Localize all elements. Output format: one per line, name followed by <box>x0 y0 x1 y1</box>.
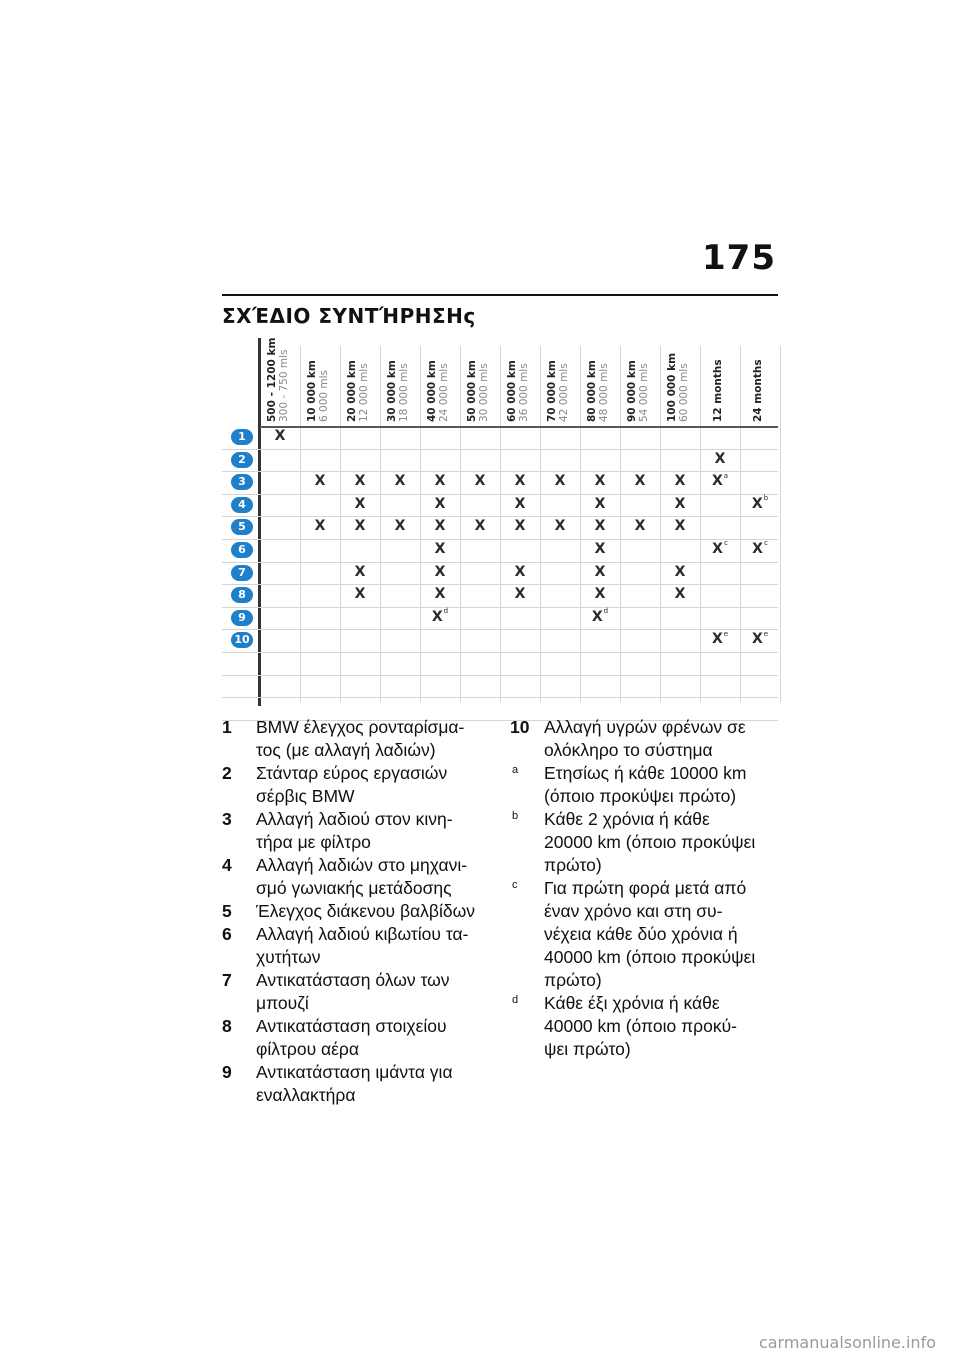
maintenance-mark: X <box>634 518 646 535</box>
legend-number: d <box>512 994 519 1006</box>
grid-hline <box>222 629 778 630</box>
header-rule <box>222 294 778 296</box>
legend-text-line: πρώτο) <box>544 970 602 990</box>
column-header-text <box>506 340 530 422</box>
column-km: 30 000 km <box>386 360 398 422</box>
grid-vline <box>258 338 261 706</box>
maintenance-mark: X <box>514 495 526 512</box>
column-km: 10 000 km <box>306 360 318 422</box>
column-km: 80 000 km <box>586 360 598 422</box>
legend-text-line: φίλτρου αέρα <box>256 1039 360 1059</box>
legend-number: c <box>512 879 518 891</box>
footnote-ref: c <box>763 539 768 548</box>
grid-hline <box>222 675 778 676</box>
footnote-ref: e <box>723 629 729 638</box>
maintenance-mark: X <box>594 586 606 603</box>
legend-number: 3 <box>222 809 232 829</box>
column-mls: 6 000 mls <box>318 369 330 422</box>
grid-hline <box>222 697 778 698</box>
column-header <box>266 337 290 422</box>
legend-item <box>222 923 492 969</box>
column-header-text <box>546 340 570 422</box>
column-header <box>586 340 610 422</box>
maintenance-mark: X <box>594 563 606 580</box>
maintenance-mark: X <box>674 495 686 512</box>
grid-hline <box>222 449 778 450</box>
legend-text-line: ψει πρώτο) <box>544 1039 631 1059</box>
legend-text-line: Κάθε έξι χρόνια ή κάθε <box>544 993 720 1013</box>
legend-number: 10 <box>510 717 530 737</box>
column-header <box>426 340 450 422</box>
maintenance-mark: $X^c$ <box>752 539 768 557</box>
legend-text-line: πρώτο) <box>544 855 602 875</box>
row-number-badge: 2 <box>231 452 253 468</box>
legend-number: 1 <box>222 717 232 737</box>
legend-item <box>222 1061 492 1107</box>
row-number-badge: 4 <box>231 497 253 513</box>
maintenance-mark: X <box>434 541 446 557</box>
column-header <box>706 340 730 422</box>
maintenance-mark: X <box>674 473 686 490</box>
column-km: 20 000 km <box>346 360 358 422</box>
column-header <box>666 340 690 422</box>
legend-text-line: Ετησίως ή κάθε 10000 km <box>544 763 747 783</box>
maintenance-mark: X <box>434 473 446 490</box>
legend-number: b <box>512 810 519 822</box>
maintenance-mark: X <box>354 586 366 603</box>
column-km: 24 months <box>752 359 764 422</box>
maintenance-mark: X <box>554 518 566 535</box>
maintenance-mark: X <box>674 563 686 580</box>
footnote-ref: e <box>763 629 769 638</box>
footnote-ref: d <box>603 607 609 616</box>
maintenance-mark: X <box>314 518 326 535</box>
column-header-text <box>346 340 370 422</box>
legend-text-line: τήρα με φίλτρο <box>256 832 371 852</box>
grid-hline <box>222 516 778 517</box>
column-header <box>306 340 330 422</box>
maintenance-mark: X <box>354 473 366 490</box>
legend-text-line: Κάθε 2 χρόνια ή κάθε <box>544 809 710 829</box>
legend-text-line: σμό γωνιακής μετάδοσης <box>256 878 452 898</box>
legend-item <box>222 854 492 900</box>
legend-item <box>222 762 492 808</box>
legend-text-line: Αντικατάσταση ιμάντα για <box>256 1062 453 1082</box>
column-mls: 12 000 mls <box>358 363 370 422</box>
legend-text-line: χυτήτων <box>256 947 321 967</box>
maintenance-mark: $X^d$ <box>591 607 609 625</box>
grid-hline <box>222 562 778 563</box>
legend-text-line: νέχεια κάθε δύο χρόνια ή <box>544 924 738 944</box>
maintenance-mark: X <box>434 563 446 580</box>
page-number: 175 <box>702 238 776 278</box>
maintenance-table <box>222 338 778 706</box>
row-number-badge: 3 <box>231 474 253 490</box>
legend-text-line: Αντικατάσταση όλων των <box>256 970 450 990</box>
legend-number: 7 <box>222 970 232 990</box>
legend-text-line: Στάνταρ εύρος εργασιών <box>256 763 448 783</box>
maintenance-mark: X <box>354 563 366 580</box>
legend-number: 6 <box>222 924 232 944</box>
maintenance-mark: Xe <box>711 629 729 648</box>
legend-number: 4 <box>222 855 232 875</box>
footnote-ref: c <box>723 539 728 548</box>
row-number-badge: 1 <box>231 429 253 445</box>
legend-text-line: σέρβις BMW <box>256 786 355 806</box>
footer-watermark: carmanualsonline.info <box>758 1333 936 1352</box>
section-title: ΣΧΈΔΙΟ ΣΥΝΤΉΡΗΣΗς <box>222 304 476 328</box>
maintenance-mark: X <box>474 473 486 490</box>
column-header-text <box>266 337 290 422</box>
grid-hline <box>222 539 778 540</box>
column-header-text <box>706 340 730 422</box>
grid-hline <box>222 494 778 495</box>
maintenance-mark: X <box>434 495 446 512</box>
row-number-badge: 7 <box>231 565 253 581</box>
legend-number: 8 <box>222 1016 232 1036</box>
legend-text-line: Αντικατάσταση στοιχείου <box>256 1016 447 1036</box>
column-km: 500 - 1200 km <box>266 337 278 422</box>
legend-number: 2 <box>222 763 232 783</box>
legend-right <box>510 716 780 1061</box>
maintenance-mark: X <box>354 518 366 535</box>
legend-number: a <box>512 764 519 776</box>
column-mls: 36 000 mls <box>518 363 530 422</box>
maintenance-mark: X <box>594 473 606 490</box>
grid-hline <box>222 471 778 472</box>
footnote-ref: d <box>443 607 449 616</box>
legend-item <box>222 969 492 1015</box>
maintenance-mark: X <box>314 473 326 490</box>
maintenance-mark: $X^a$ <box>711 471 729 490</box>
legend-text-line: Αλλαγή λαδιού κιβωτίου τα- <box>256 924 469 944</box>
maintenance-mark: $X^b$ <box>751 494 769 512</box>
column-km: 70 000 km <box>546 360 558 422</box>
column-mls: 48 000 mls <box>598 363 610 422</box>
maintenance-mark: Xe <box>751 629 769 648</box>
column-header-text <box>306 340 330 422</box>
row-number-badge: 5 <box>231 519 253 535</box>
maintenance-mark: X <box>434 518 446 535</box>
legend-item <box>510 762 780 808</box>
maintenance-mark: X <box>554 473 566 490</box>
maintenance-mark: X <box>594 495 606 512</box>
column-mls: 24 000 mls <box>438 363 450 422</box>
column-header <box>346 340 370 422</box>
column-header <box>746 340 770 422</box>
row-number-badge: 10 <box>231 632 253 648</box>
maintenance-mark: X <box>514 563 526 580</box>
row-number-badge: 8 <box>231 587 253 603</box>
legend-item <box>222 1015 492 1061</box>
legend-text-line: εναλλακτήρα <box>256 1085 356 1105</box>
footnote-ref: a <box>723 471 729 480</box>
maintenance-mark: $X^c$ <box>712 539 728 557</box>
maintenance-mark: X <box>274 428 286 444</box>
maintenance-mark: X <box>354 495 366 512</box>
maintenance-mark: X <box>394 473 406 490</box>
maintenance-mark: X <box>474 518 486 535</box>
maintenance-mark: X <box>514 586 526 603</box>
legend-item <box>510 992 780 1061</box>
legend-text-line: 40000 km (όποιο προκύ- <box>544 1016 737 1036</box>
maintenance-mark: X <box>594 518 606 535</box>
legend-number: 5 <box>222 901 232 921</box>
maintenance-mark: X <box>674 586 686 603</box>
column-header <box>546 340 570 422</box>
column-mls: 18 000 mls <box>398 363 410 422</box>
column-km: 100 000 km <box>666 352 678 422</box>
column-header <box>506 340 530 422</box>
legend-item <box>222 716 492 762</box>
maintenance-mark: X <box>634 473 646 490</box>
column-header <box>626 340 650 422</box>
column-header <box>466 340 490 422</box>
legend-item <box>510 877 780 992</box>
column-mls: 60 000 mls <box>678 363 690 422</box>
column-header-text <box>426 340 450 422</box>
legend-text-line: Αλλαγή υγρών φρένων σε <box>544 717 746 737</box>
legend-text-line: τος (με αλλαγή λαδιών) <box>256 740 436 760</box>
legend-text-line: 40000 km (όποιο προκύψει <box>544 947 756 967</box>
maintenance-mark: $X^d$ <box>431 607 449 625</box>
column-mls: 30 000 mls <box>478 363 490 422</box>
column-km: 50 000 km <box>466 360 478 422</box>
maintenance-mark: X <box>434 586 446 603</box>
footnote-ref: b <box>763 494 769 503</box>
column-header-text <box>586 340 610 422</box>
column-header-text <box>466 340 490 422</box>
column-mls: 42 000 mls <box>558 363 570 422</box>
row-number-badge: 6 <box>231 542 253 558</box>
legend-item <box>510 808 780 877</box>
legend-left <box>222 716 492 1107</box>
legend-text-line: Αλλαγή λαδιού στον κινη- <box>256 809 453 829</box>
maintenance-mark: X <box>514 518 526 535</box>
column-header <box>386 340 410 422</box>
grid-hline <box>222 607 778 608</box>
legend-item <box>222 808 492 854</box>
column-header-text <box>386 340 410 422</box>
legend-text-line: (όποιο προκύψει πρώτο) <box>544 786 737 806</box>
legend-text-line: μπουζί <box>256 993 309 1013</box>
maintenance-mark: X <box>394 518 406 535</box>
legend-item <box>510 716 780 762</box>
legend-text-line: BMW έλεγχος ρονταρίσμα- <box>256 717 465 737</box>
grid-hline <box>222 652 778 653</box>
header-separator <box>260 426 778 428</box>
legend-text-line: Για πρώτη φορά μετά από <box>544 878 747 898</box>
grid-vline <box>780 346 781 702</box>
maintenance-mark: X <box>714 450 726 467</box>
column-header-text <box>626 340 650 422</box>
column-km: 40 000 km <box>426 360 438 422</box>
legend-text-line: 20000 km (όποιο προκύψει <box>544 832 756 852</box>
maintenance-mark: X <box>674 518 686 535</box>
row-number-badge: 9 <box>231 610 253 626</box>
column-header-text <box>746 340 770 422</box>
column-header-text <box>666 340 690 422</box>
maintenance-mark: X <box>594 541 606 557</box>
legend-text-line: ολόκληρο το σύστημα <box>544 740 713 760</box>
column-mls: 54 000 mls <box>638 363 650 422</box>
grid-vline <box>740 346 741 702</box>
legend-text-line: Αλλαγή λαδιών στο μηχανι- <box>256 855 468 875</box>
legend-item <box>222 900 492 923</box>
maintenance-mark: X <box>514 473 526 490</box>
legend-text-line: έναν χρόνο και στη συ- <box>544 901 723 921</box>
grid-vline <box>700 346 701 702</box>
column-km: 60 000 km <box>506 360 518 422</box>
grid-hline <box>222 584 778 585</box>
legend-text-line: Έλεγχος διάκενου βαλβίδων <box>256 901 476 921</box>
column-km: 90 000 km <box>626 360 638 422</box>
column-mls: 300 - 750 mls <box>278 349 290 422</box>
legend-number: 9 <box>222 1062 232 1082</box>
column-km: 12 months <box>712 359 724 422</box>
